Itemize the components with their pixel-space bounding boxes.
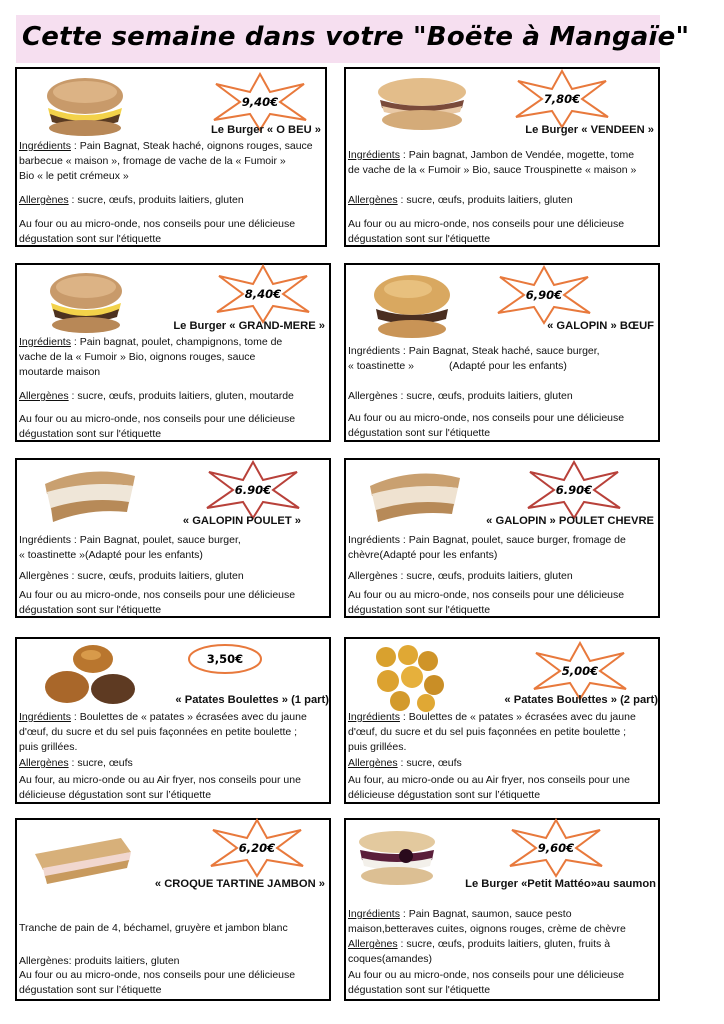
product-card-grand-mere xyxy=(15,263,331,442)
product-card-patates-1 xyxy=(15,637,331,804)
price-starburst xyxy=(494,265,594,325)
product-name: « GALOPIN » POULET CHEVRE xyxy=(486,515,654,527)
ingredients-text: Ingrédients : Pain Bagnat, poulet, sauce burger, fromage de chèvre(Adapté pour les enfants) xyxy=(348,534,626,561)
price-starburst xyxy=(203,460,303,520)
ingredients-text: Ingrédients : Pain bagnat, poulet, champignons, tome de vache de la « Fumoir » Bio, oignons rouges, sauce moutarde maison xyxy=(19,336,283,378)
burger-image xyxy=(374,74,470,134)
ingredients-text: Ingrédients : Boulettes de « patates » écrasées avec du jaune d'œuf, du sucre et du sel puis façonnées en petite boulette ; puis grillées. xyxy=(348,711,636,753)
price-starburst xyxy=(506,818,606,878)
product-name: « Patates Boulettes » (1 part) xyxy=(175,694,329,706)
price-label: 3,50€ xyxy=(206,652,244,666)
advice-text: Au four, au micro-onde ou au Air fryer, nos conseils pour une délicieuse dégustation sont sur l’étiquette xyxy=(348,774,630,801)
ingredients-text: Ingrédients : Boulettes de « patates » écrasées avec du jaune d'œuf, du sucre et du sel puis façonnées en petite boulette ; puis grillées. xyxy=(19,711,307,753)
product-name: « Patates Boulettes » (2 part) xyxy=(504,694,658,706)
allergens-text: Allergènes : sucre, œufs, produits laitiers, gluten, moutarde xyxy=(19,390,294,402)
product-card-croque-tartine xyxy=(15,818,331,1001)
price-starburst xyxy=(512,69,612,129)
ingredients-text: Ingrédients : Pain Bagnat, Steak haché, sauce burger, « toastinette » (Adapté pour les enfants) xyxy=(348,345,600,372)
ingredients-text: Ingrédients : Pain Bagnat, poulet, sauce burger, « toastinette »(Adapté pour les enfants) xyxy=(19,534,241,561)
advice-text: Au four, au micro-onde ou au Air fryer, nos conseils pour une délicieuse dégustation sont sur l’étiquette xyxy=(19,774,301,801)
price-label: 5,00€ xyxy=(561,664,599,678)
price-starburst xyxy=(207,818,307,878)
product-card-galopin-poulet-chevre xyxy=(344,458,660,618)
advice-text: Au four ou au micro-onde, nos conseils pour une délicieuse dégustation sont sur l'étiquette xyxy=(348,589,625,616)
price-oval xyxy=(187,643,263,675)
page-title: Cette semaine dans votre "Boëte à Mangaïe" xyxy=(22,22,690,52)
price-label: 9,40€ xyxy=(241,95,279,109)
price-label: 6,20€ xyxy=(238,841,276,855)
allergens-text: Allergènes : sucre, œufs xyxy=(348,757,462,769)
advice-text: Au four ou au micro-onde, nos conseils pour une délicieuse dégustation sont sur l'étiquette xyxy=(19,413,296,440)
price-starburst xyxy=(530,641,630,701)
price-starburst xyxy=(210,72,310,132)
price-label: 8,40€ xyxy=(244,287,282,301)
burger-image xyxy=(370,271,454,341)
burger-image xyxy=(42,74,128,138)
advice-text: Au four ou au micro-onde, nos conseils pour une délicieuse dégustation sont sur l'étiquette xyxy=(19,589,296,616)
allergens-text: Allergènes : sucre, œufs, produits laitiers, gluten xyxy=(348,390,573,402)
burger-image xyxy=(45,269,127,335)
ingredients-text: Ingrédients : Pain bagnat, Jambon de Vendée, mogette, tome de vache de la « Fumoir » Bio, sauce Trouspinette « maison » xyxy=(348,149,637,176)
price-starburst xyxy=(524,460,624,520)
potato-balls-image xyxy=(368,643,452,713)
product-card-patates-2 xyxy=(344,637,660,804)
advice-text: Au four ou au micro-onde, nos conseils pour une délicieuse dégustation sont sur l'étiquette xyxy=(348,969,625,996)
ingredients-text: Tranche de pain de 4, béchamel, gruyère et jambon blanc xyxy=(19,922,288,934)
advice-text: Au four ou au micro-onde, nos conseils pour une délicieuse dégustation sont sur l’étiquette xyxy=(19,969,296,996)
allergens-text: Allergènes: produits laitiers, gluten xyxy=(19,955,180,967)
product-name: « CROQUE TARTINE JAMBON » xyxy=(154,878,325,890)
product-name: « GALOPIN POULET » xyxy=(182,515,301,527)
price-label: 9,60€ xyxy=(537,841,575,855)
croque-image xyxy=(31,832,135,888)
advice-text: Au four ou au micro-onde, nos conseils pour une délicieuse dégustation sont sur l'étiquette xyxy=(348,412,625,439)
allergens-text: Allergènes : sucre, œufs, produits laitiers, gluten xyxy=(19,194,244,206)
allergens-text: Allergènes : sucre, œufs, produits laitiers, gluten, fruits à coques(amandes) xyxy=(348,938,611,965)
price-label: 6.90€ xyxy=(555,483,593,497)
product-card-vendeen xyxy=(344,67,660,247)
price-label: 7,80€ xyxy=(543,92,581,106)
ingredients-text: Ingrédients : Pain Bagnat, Steak haché, oignons rouges, sauce barbecue « maison », fromage de vache de la « Fumoir » Bio « le petit crémeux » xyxy=(19,140,313,182)
advice-text: Au four ou au micro-onde, nos conseils pour une délicieuse dégustation sont sur l'étiquette xyxy=(19,218,296,245)
advice-text: Au four ou au micro-onde, nos conseils pour une délicieuse dégustation sont sur l'étiquette xyxy=(348,218,625,245)
allergens-text: Allergènes : sucre, œufs, produits laitiers, gluten xyxy=(19,570,244,582)
product-name: Le Burger « GRAND-MERE » xyxy=(173,320,325,332)
price-starburst xyxy=(213,264,313,324)
product-name: Le Burger «Petit Mattéo»au saumon xyxy=(465,878,656,890)
sandwich-image xyxy=(364,466,464,528)
product-card-petit-matteo xyxy=(344,818,660,1001)
product-card-galopin-boeuf xyxy=(344,263,660,442)
allergens-text: Allergènes : sucre, œufs, produits laitiers, gluten xyxy=(348,570,573,582)
potato-balls-image xyxy=(41,643,141,707)
price-label: 6.90€ xyxy=(234,483,272,497)
allergens-text: Allergènes : sucre, œufs xyxy=(19,757,133,769)
product-card-galopin-poulet xyxy=(15,458,331,618)
product-name: Le Burger « O BEU » xyxy=(210,124,321,136)
sandwich-image xyxy=(39,464,139,528)
price-label: 6,90€ xyxy=(525,288,563,302)
product-name: « GALOPIN » BŒUF xyxy=(547,320,654,332)
product-card-o-beu xyxy=(15,67,327,247)
allergens-text: Allergènes : sucre, œufs, produits laitiers, gluten xyxy=(348,194,573,206)
product-name: Le Burger « VENDEEN » xyxy=(525,124,654,136)
ingredients-text: Ingrédients : Pain Bagnat, saumon, sauce pesto maison,betteraves cuites, oignons rouges, crème de chèvre xyxy=(348,908,626,935)
burger-image xyxy=(354,828,440,888)
